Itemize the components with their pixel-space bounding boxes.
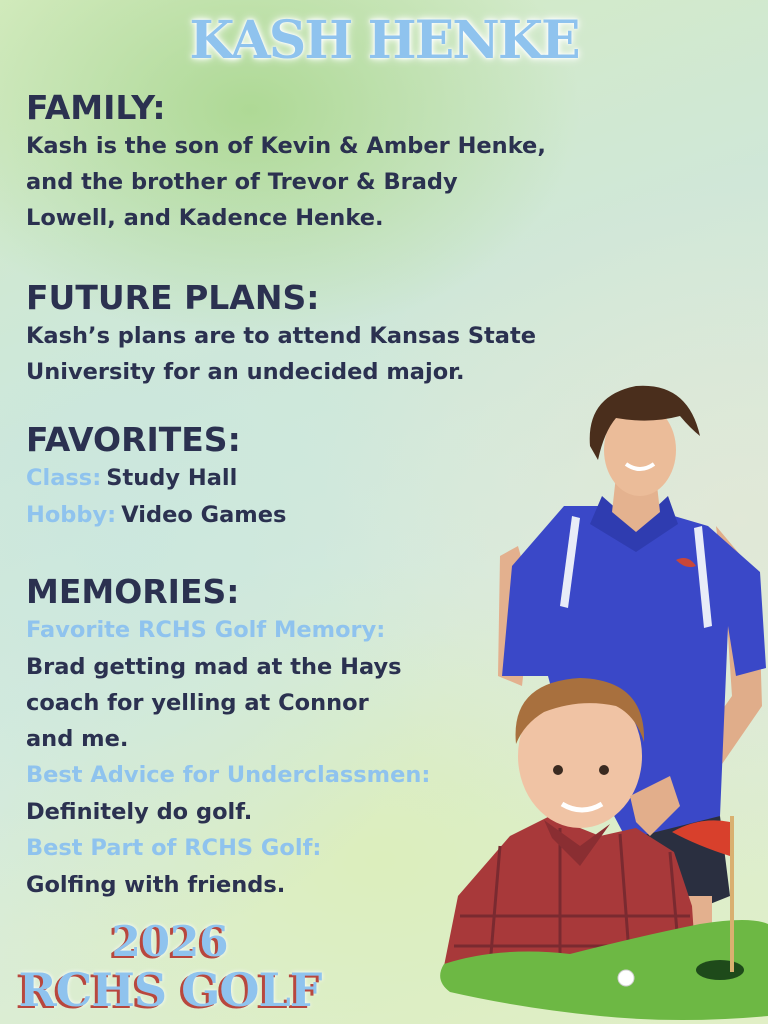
memories-section bbox=[26, 572, 430, 903]
family-section bbox=[26, 88, 546, 236]
golf-memory-text bbox=[26, 649, 430, 757]
golf-memory-line: and me. bbox=[26, 726, 129, 752]
family-heading: FAMILY: bbox=[26, 88, 166, 127]
golf-memory-label: Favorite RCHS Golf Memory: bbox=[26, 617, 386, 643]
family-line: Kash is the son of Kevin & Amber Henke, bbox=[26, 133, 546, 159]
favorite-hobby bbox=[26, 497, 286, 534]
footer-team: RCHS GOLF bbox=[18, 963, 322, 1017]
favorite-class bbox=[26, 460, 286, 497]
child-eye bbox=[599, 765, 609, 775]
best-part-label: Best Part of RCHS Golf: bbox=[26, 835, 322, 861]
golf-memory-line: Brad getting mad at the Hays bbox=[26, 654, 402, 680]
future-plans-heading: FUTURE PLANS: bbox=[26, 278, 320, 317]
golf-hole bbox=[696, 960, 744, 980]
memories-heading: MEMORIES: bbox=[26, 572, 240, 611]
favorite-class-label: Class: bbox=[26, 465, 102, 491]
family-line: Lowell, and Kadence Henke. bbox=[26, 205, 384, 231]
footer-year: 2026 bbox=[111, 917, 229, 966]
child-eye bbox=[553, 765, 563, 775]
favorite-class-value: Study Hall bbox=[106, 465, 238, 491]
golf-ball bbox=[618, 970, 634, 986]
photo-cutout bbox=[440, 376, 768, 1024]
best-part-text: Golfing with friends. bbox=[26, 872, 286, 898]
future-plans-line: Kash’s plans are to attend Kansas State bbox=[26, 323, 536, 349]
favorite-hobby-label: Hobby: bbox=[26, 502, 117, 528]
page-title: KASH HENKE bbox=[189, 10, 579, 71]
future-plans-line: University for an undecided major. bbox=[26, 359, 465, 385]
advice-label: Best Advice for Underclassmen: bbox=[26, 762, 431, 788]
future-plans-section bbox=[26, 278, 536, 390]
advice-text: Definitely do golf. bbox=[26, 799, 253, 825]
favorites-heading: FAVORITES: bbox=[26, 420, 241, 459]
favorites-section bbox=[26, 420, 286, 534]
favorite-hobby-value: Video Games bbox=[121, 502, 287, 528]
footer-badge bbox=[0, 917, 340, 1017]
family-text bbox=[26, 128, 546, 236]
family-line: and the brother of Trevor & Brady bbox=[26, 169, 458, 195]
golf-memory-line: coach for yelling at Connor bbox=[26, 690, 369, 716]
flag-pole bbox=[730, 816, 734, 972]
